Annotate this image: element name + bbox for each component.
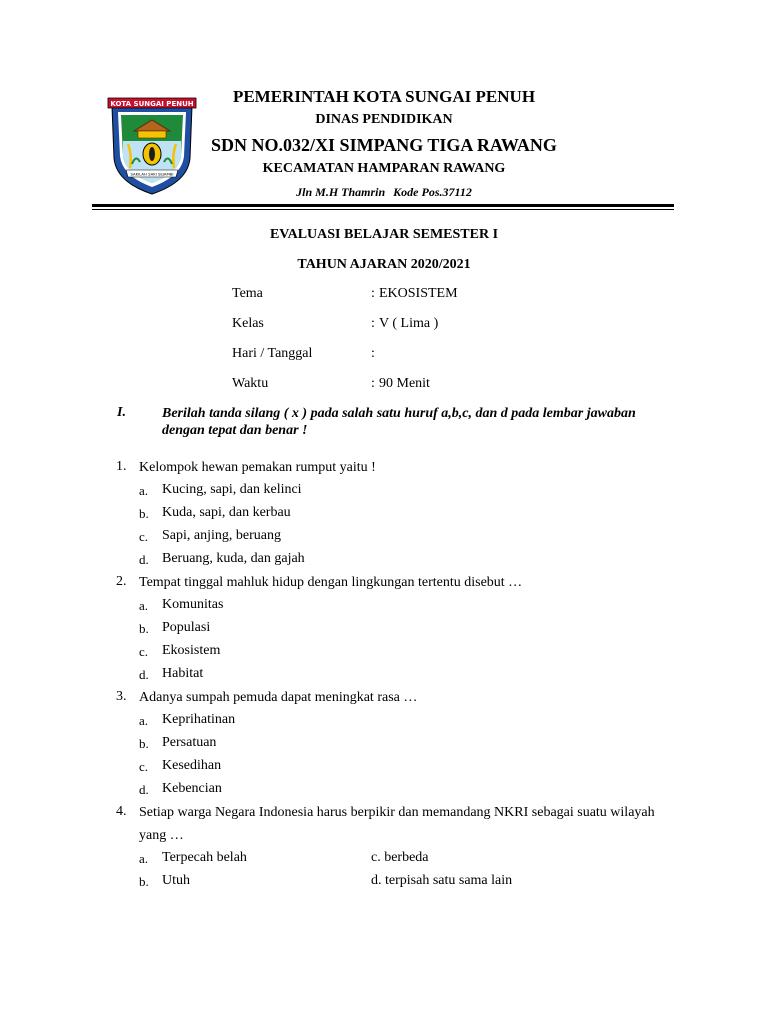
meta-separator: : [371,346,375,361]
option-letter: a. [139,598,149,613]
district-name: KECAMATAN HAMPARAN RAWANG [262,161,506,176]
option-text: Utuh [162,873,190,888]
option-text: Beruang, kuda, dan gajah [162,551,305,566]
logo-motto-text: SAKILAH SAKI SEJAMBI [130,171,174,177]
option-letter: b. [139,621,149,636]
option-letter: c. [139,644,149,659]
option-text: Persatuan [162,735,217,750]
question-number: 1. [116,459,127,474]
option-letter: b. [139,736,149,751]
meta-row-class [232,316,632,336]
option-letter: d. [139,667,149,682]
section-number: I. [117,405,126,420]
meta-row-theme [232,286,632,306]
option-letter: a. [139,851,149,866]
question-text: Kelompok hewan pemakan rumput yaitu ! [139,460,376,475]
meta-row-time [232,376,632,396]
street-address: Jln M.H Thamrin [296,185,386,199]
government-name: PEMERINTAH KOTA SUNGAI PENUH [232,87,536,106]
option-letter: c. [139,759,149,774]
question-text: Setiap warga Negara Indonesia harus berpikir dan memandang NKRI sebagai suatu wilayah yang … [139,805,655,843]
question-number: 3. [116,689,127,704]
option-letter: b. [139,506,149,521]
meta-separator: : [371,376,375,391]
school-address [190,185,578,200]
option-letter: c. [139,529,149,544]
meta-separator: : [371,286,375,301]
option-text: Ekosistem [162,643,221,658]
meta-value: V ( Lima ) [379,316,439,331]
option-text: Keprihatinan [162,712,236,727]
option-text: Habitat [162,666,204,681]
option-text: c. berbeda [371,850,429,865]
header-divider-thick [92,204,674,207]
option-text: Terpecah belah [162,850,247,865]
option-text: Kucing, sapi, dan kelinci [162,482,302,497]
exam-title: EVALUASI BELAJAR SEMESTER I [269,227,499,242]
meta-label: Waktu [232,376,269,391]
option-letter: a. [139,713,149,728]
header-divider-thin [92,209,674,210]
question-text: Tempat tinggal mahluk hidup dengan lingkungan tertentu disebut … [139,575,523,590]
office-name: DINAS PENDIDIKAN [315,112,453,127]
meta-label: Tema [232,286,263,301]
option-text: Sapi, anjing, beruang [162,528,281,543]
logo-title-text: KOTA SUNGAI PENUH [110,100,194,108]
kota-sungai-penuh-logo [104,96,200,196]
option-text: d. terpisah satu sama lain [371,873,513,888]
school-name: SDN NO.032/XI SIMPANG TIGA RAWANG [211,135,557,155]
meta-value: EKOSISTEM [379,286,458,301]
question-number: 2. [116,574,127,589]
option-text: Kesedihan [162,758,222,773]
postal-code: Kode Pos.37112 [393,185,472,199]
section-instruction: Berilah tanda silang ( x ) pada salah satu huruf a,b,c, dan d pada lembar jawaban dengan tepat dan benar ! [162,406,636,438]
option-letter: d. [139,782,149,797]
meta-label: Hari / Tanggal [232,346,313,361]
meta-separator: : [371,316,375,331]
option-text: Populasi [162,620,211,635]
academic-year: TAHUN AJARAN 2020/2021 [297,257,471,272]
meta-row-date [232,346,632,366]
option-text: Komunitas [162,597,224,612]
meta-label: Kelas [232,316,264,331]
option-letter: d. [139,552,149,567]
question-number: 4. [116,804,127,819]
option-text: Kebencian [162,781,222,796]
option-letter: a. [139,483,149,498]
question-text: Adanya sumpah pemuda dapat meningkat rasa … [139,690,418,705]
option-text: Kuda, sapi, dan kerbau [162,505,291,520]
meta-value: 90 Menit [379,376,430,391]
option-letter: b. [139,874,149,889]
